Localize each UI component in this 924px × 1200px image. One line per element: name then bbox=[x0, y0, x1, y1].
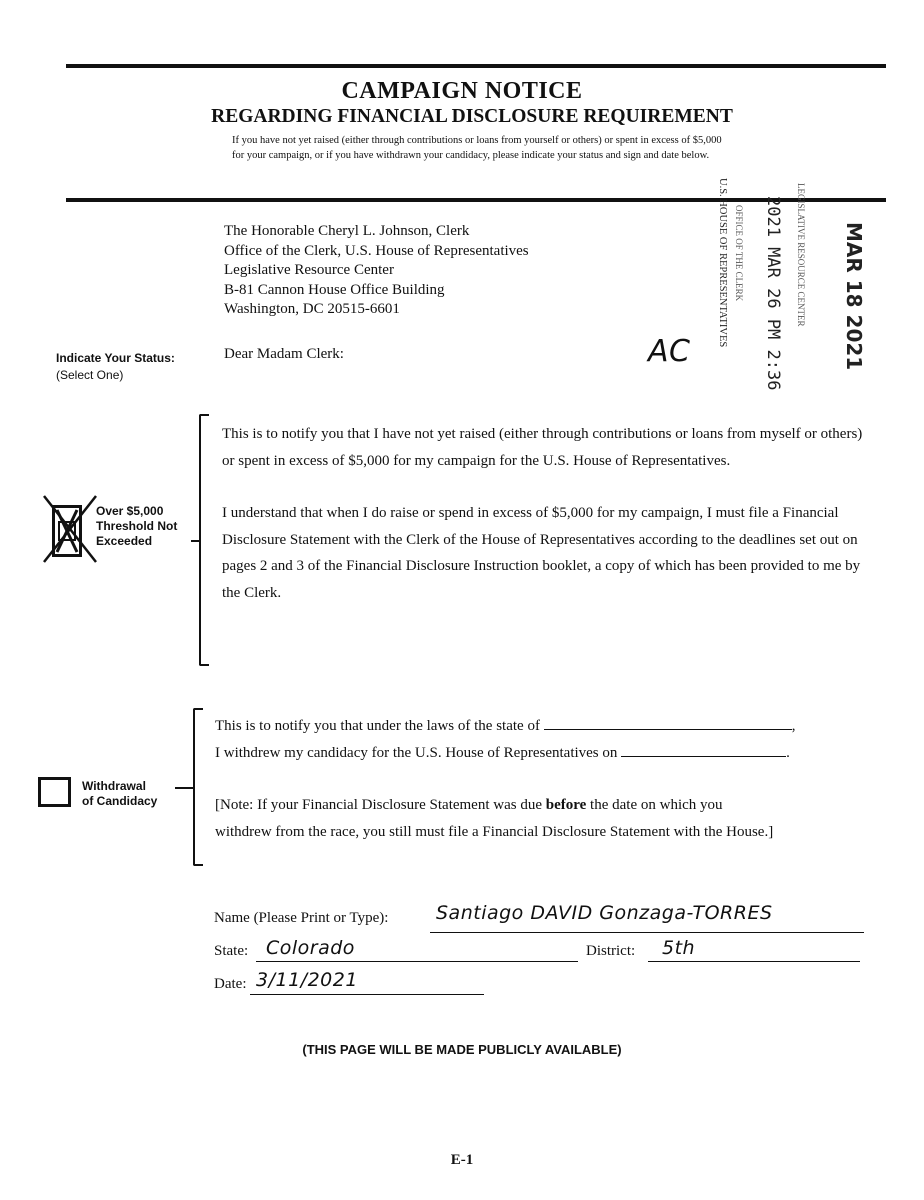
salutation: Dear Madam Clerk: bbox=[224, 346, 344, 362]
withdrawal-checkbox[interactable] bbox=[38, 777, 71, 807]
state-underline bbox=[256, 961, 578, 962]
name-underline bbox=[430, 932, 864, 933]
page-subtitle: REGARDING FINANCIAL DISCLOSURE REQUIREMENT bbox=[211, 106, 733, 127]
page-number: E-1 bbox=[450, 1152, 474, 1168]
intro-text: If you have not yet raised (either through contributions or loans from yourself or others) or spent in excess of $5,000 for your campaign, or if you have withdrawn your candidacy, please indicate your status and sign and date below. bbox=[232, 135, 722, 161]
received-stamp-lrc: LEGISLATIVE RESOURCE CENTER bbox=[796, 183, 806, 327]
withdrawal-line-2: I withdrew my candidacy for the U.S. House of Representatives on . bbox=[215, 740, 895, 767]
withdrawal-date-blank[interactable] bbox=[621, 742, 786, 757]
threshold-option-label: Over $5,000 Threshold Not Exceeded bbox=[96, 504, 178, 548]
district-underline bbox=[648, 961, 860, 962]
state-field-row bbox=[214, 943, 248, 960]
address-line: Washington, DC 20515-6601 bbox=[224, 301, 400, 317]
date-label: Date: bbox=[214, 976, 247, 992]
state-value[interactable]: Colorado bbox=[266, 937, 355, 959]
district-value[interactable]: 5th bbox=[662, 937, 696, 959]
date-field-row bbox=[214, 976, 246, 993]
status-prompt-label: Indicate Your Status: bbox=[56, 351, 175, 365]
status-prompt-hint: (Select One) bbox=[56, 368, 124, 382]
address-line: Office of the Clerk, U.S. House of Representatives bbox=[224, 242, 529, 259]
check-x-mark-icon bbox=[40, 490, 100, 566]
state-blank[interactable] bbox=[544, 715, 792, 730]
bracket-tick bbox=[191, 540, 201, 542]
threshold-text bbox=[222, 421, 872, 606]
withdrawal-text bbox=[215, 713, 895, 845]
threshold-para-2: I understand that when I do raise or spend in excess of $5,000 for my campaign, I must file a Financial Disclosure Statement with the Clerk of the House of Representatives according to the deadlines set out on pages 2 and 3 of the Financial Disclosure Instruction booklet, a copy of which has been provided to me by the Clerk. bbox=[222, 505, 861, 601]
date-value[interactable]: 3/11/2021 bbox=[256, 969, 358, 991]
received-stamp-time: 2021 MAR 26 PM 2:36 bbox=[763, 196, 783, 391]
paragraph-gap bbox=[215, 766, 895, 792]
clerk-initials: AC bbox=[648, 334, 691, 369]
district-label: District: bbox=[586, 943, 636, 959]
paragraph-gap bbox=[222, 474, 872, 500]
name-value[interactable]: Santiago DAVID Gonzaga-TORRES bbox=[436, 902, 773, 924]
address-line: Legislative Resource Center bbox=[224, 262, 394, 278]
date-underline bbox=[250, 994, 484, 995]
page-title: CAMPAIGN NOTICE bbox=[341, 78, 583, 104]
received-stamp-clerk: OFFICE OF THE CLERK bbox=[734, 205, 744, 302]
received-stamp-house: U.S. HOUSE OF REPRESENTATIVES bbox=[717, 178, 728, 348]
address-line: The Honorable Cheryl L. Johnson, Clerk bbox=[224, 223, 470, 239]
status-prompt bbox=[56, 350, 175, 384]
withdrawal-line-1: This is to notify you that under the laws of the state of , bbox=[215, 713, 895, 740]
name-label: Name (Please Print or Type): bbox=[214, 910, 389, 926]
bracket-tick bbox=[175, 787, 195, 789]
withdrawal-note-1: [Note: If your Financial Disclosure Statement was due before the date on which you bbox=[215, 797, 723, 813]
public-notice: (THIS PAGE WILL BE MADE PUBLICLY AVAILABLE) bbox=[302, 1042, 622, 1057]
withdrawal-note-2: withdrew from the race, you still must file a Financial Disclosure Statement with the House.] bbox=[215, 823, 774, 840]
top-rule bbox=[66, 64, 886, 68]
state-label: State: bbox=[214, 943, 249, 959]
withdrawal-option-label: Withdrawal of Candidacy bbox=[82, 779, 158, 808]
district-field-row bbox=[586, 943, 635, 960]
name-field-row bbox=[214, 910, 388, 927]
withdrawal-bracket bbox=[193, 708, 203, 866]
clerk-address bbox=[224, 222, 529, 320]
threshold-para-1: This is to notify you that I have not yet raised (either through contributions or loans from myself or others) or spent in excess of $5,000 for my campaign for the U.S. House of Representatives. bbox=[222, 426, 863, 469]
address-line: B-81 Cannon House Office Building bbox=[224, 281, 445, 298]
received-stamp-date: MAR 18 2021 bbox=[842, 222, 866, 371]
